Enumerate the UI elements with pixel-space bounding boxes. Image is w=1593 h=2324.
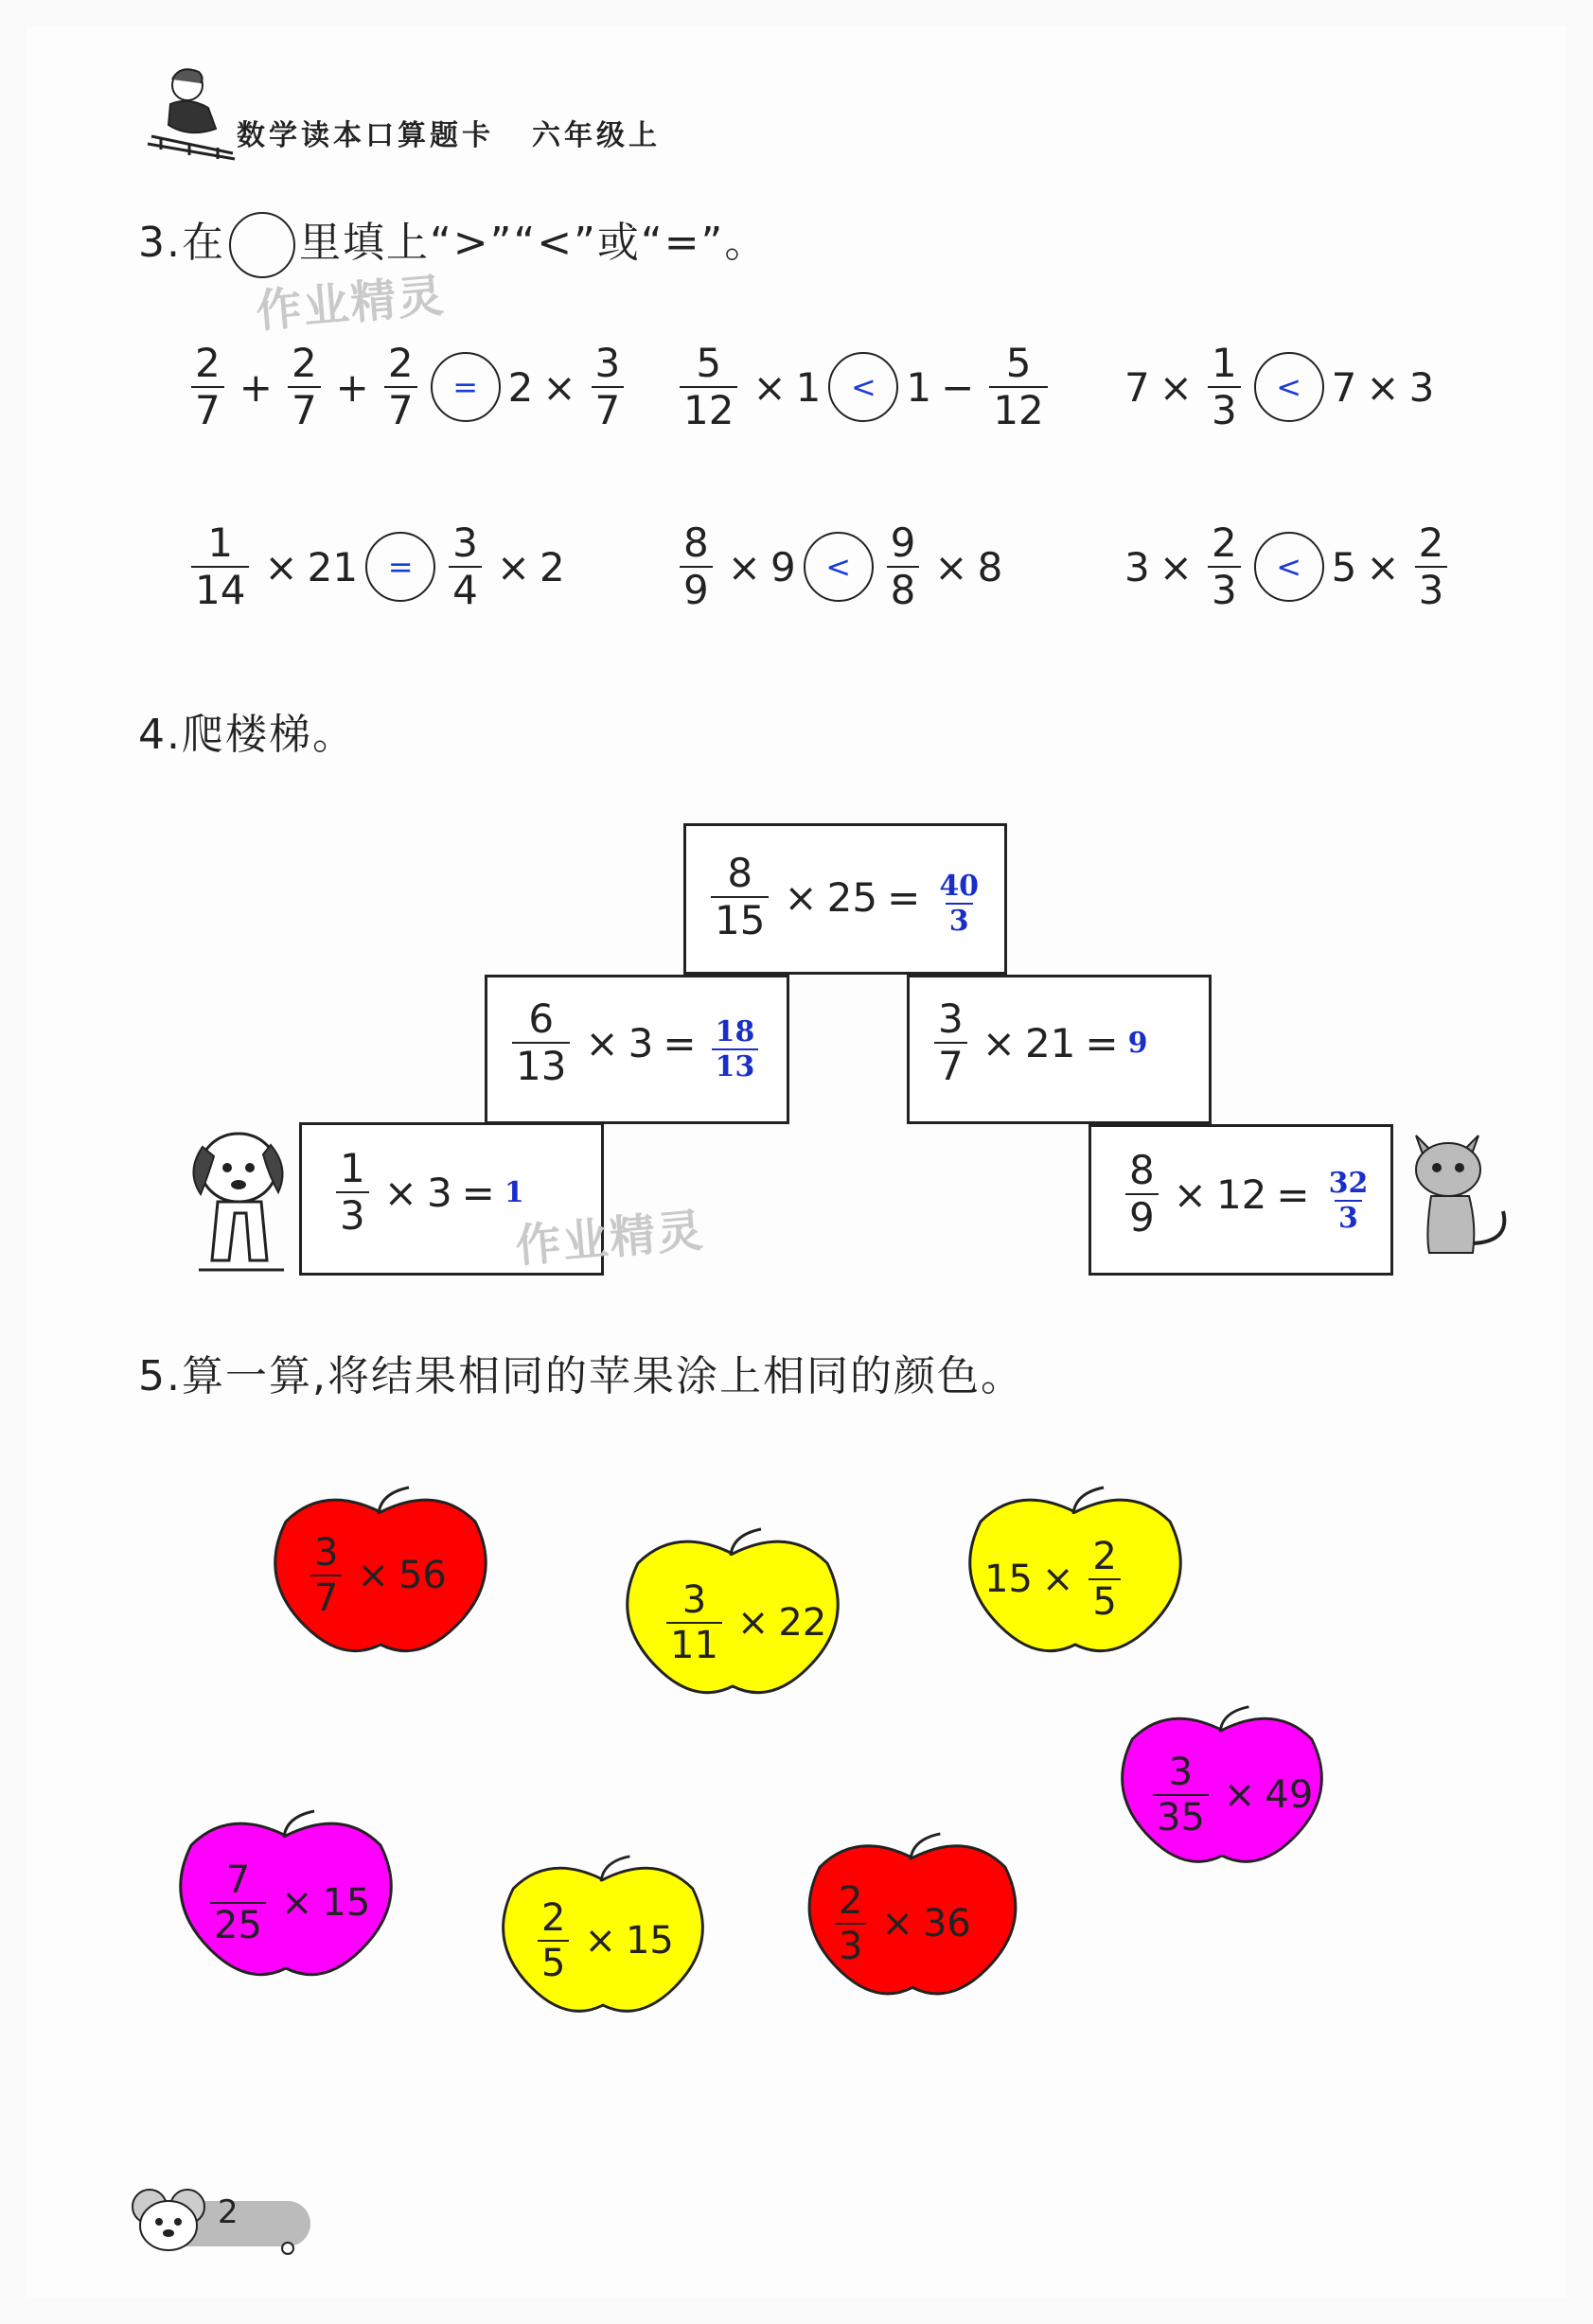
fraction: $\frac{5}{12}$ <box>680 343 737 431</box>
q3-item-3: 7 × $\frac{1}{3}$ < 7 × 3 <box>1124 340 1435 434</box>
stair-expr: $\frac{8}{15}$ × 25 = $\frac{40}{3}$ <box>705 853 988 942</box>
stair-box-mid-right <box>907 975 1212 1124</box>
apple-expr: 15 × $\frac{2}{5}$ <box>984 1537 1126 1622</box>
compare-circle[interactable]: < <box>1254 532 1324 602</box>
fraction: $\frac{8}{9}$ <box>680 522 713 611</box>
apple-expr: $\frac{2}{5}$ × 15 <box>532 1898 674 1983</box>
fraction: $\frac{6}{13}$ <box>512 998 570 1087</box>
sled-kid-icon <box>142 62 237 167</box>
fraction: $\frac{2}{7}$ <box>384 343 417 431</box>
apple-expr: $\frac{2}{3}$ × 36 <box>829 1881 971 1966</box>
answer: $\frac{18}{13}$ <box>706 1004 765 1083</box>
fraction: $\frac{8}{15}$ <box>711 853 769 942</box>
q3-suffix: 里填上“>”“<”或“=”。 <box>298 219 769 267</box>
apple-yellow-2[interactable] <box>962 1484 1189 1664</box>
fraction: $\frac{9}{8}$ <box>887 522 920 611</box>
stair-expr: $\frac{8}{9}$ × 12 = $\frac{32}{3}$ <box>1120 1150 1377 1239</box>
answer: $\frac{32}{3}$ <box>1328 1166 1369 1236</box>
q5-title: 5.算一算,将结果相同的苹果涂上相同的颜色。 <box>138 1352 1024 1400</box>
apple-red-2[interactable] <box>801 1830 1024 2006</box>
apple-expr: $\frac{3}{7}$ × 56 <box>305 1533 447 1618</box>
compare-circle[interactable]: = <box>365 532 435 602</box>
q3-item-2: $\frac{5}{12}$ × 1 < 1 − $\frac{5}{12}$ <box>674 343 1053 431</box>
apple-expr: $\frac{7}{25}$ × 15 <box>204 1860 370 1945</box>
page-number: 2 <box>218 2193 239 2231</box>
fraction: $\frac{3}{4}$ <box>449 522 482 611</box>
q3-item-5: $\frac{8}{9}$ × 9 < $\frac{9}{8}$ × 8 <box>674 522 1002 611</box>
stair-expr: $\frac{3}{7}$ × 21 = 9 <box>929 998 1147 1087</box>
koala-icon <box>121 2173 310 2258</box>
watermark: 作业精灵 <box>254 269 448 339</box>
blank-circle-icon <box>229 212 295 278</box>
apple-expr: $\frac{3}{35}$ × 49 <box>1147 1752 1313 1838</box>
compare-circle[interactable]: < <box>1254 352 1324 422</box>
q3-item-4: $\frac{1}{14}$ × 21 = $\frac{3}{4}$ × 2 <box>186 522 565 611</box>
q3-item-1: $\frac{2}{7}$ + $\frac{2}{7}$ + $\frac{2}{7}$ = 2 × $\frac{3}{7}$ <box>186 343 629 431</box>
book-title: 数学读本口算题卡 <box>237 119 494 152</box>
fraction: $\frac{1}{3}$ <box>1208 343 1241 431</box>
fraction: $\frac{8}{9}$ <box>1125 1150 1159 1239</box>
fraction: $\frac{2}{7}$ <box>288 343 321 431</box>
answer: 9 <box>1127 1026 1148 1060</box>
compare-circle[interactable]: = <box>431 352 501 422</box>
q3-prefix: 3.在 <box>138 219 225 267</box>
answer: $\frac{40}{3}$ <box>939 869 980 939</box>
fraction: $\frac{2}{7}$ <box>191 343 224 431</box>
apple-yellow-3[interactable] <box>494 1853 712 2023</box>
stair-expr: $\frac{1}{3}$ × 3 = 1 <box>330 1148 524 1237</box>
fraction: $\frac{2}{3}$ <box>1208 522 1241 611</box>
stair-box-top <box>683 823 1007 975</box>
apple-magenta-1[interactable] <box>1113 1703 1331 1874</box>
fraction: $\frac{3}{7}$ <box>592 343 625 431</box>
fraction: $\frac{1}{14}$ <box>191 522 249 611</box>
stair-expr: $\frac{6}{13}$ × 3 = $\frac{18}{13}$ <box>506 998 764 1087</box>
apple-red-1[interactable] <box>267 1484 494 1664</box>
compare-circle[interactable]: < <box>804 532 874 602</box>
compare-circle[interactable]: < <box>828 352 898 422</box>
header-title <box>237 112 661 153</box>
apple-magenta-2[interactable] <box>172 1807 399 1987</box>
fraction: $\frac{2}{3}$ <box>1415 522 1448 611</box>
dog-icon <box>180 1118 303 1279</box>
cat-icon <box>1397 1120 1520 1262</box>
fraction: $\frac{1}{3}$ <box>336 1148 369 1237</box>
stair-box-bottom-right <box>1089 1124 1393 1276</box>
fraction: $\frac{5}{12}$ <box>989 343 1047 431</box>
stair-box-mid-left <box>485 975 789 1124</box>
fraction: $\frac{3}{7}$ <box>934 998 967 1087</box>
answer: 1 <box>504 1175 524 1209</box>
watermark: 作业精灵 <box>513 1204 707 1274</box>
q3-item-6: 3 × $\frac{2}{3}$ < 5 × $\frac{2}{3}$ <box>1124 522 1453 611</box>
apple-yellow-1[interactable] <box>619 1525 846 1705</box>
q3-title <box>138 208 768 278</box>
q4-title: 4.爬楼梯。 <box>138 711 356 759</box>
apple-expr: $\frac{3}{11}$ × 22 <box>661 1580 826 1665</box>
grade-label: 六年级上 <box>532 119 661 152</box>
